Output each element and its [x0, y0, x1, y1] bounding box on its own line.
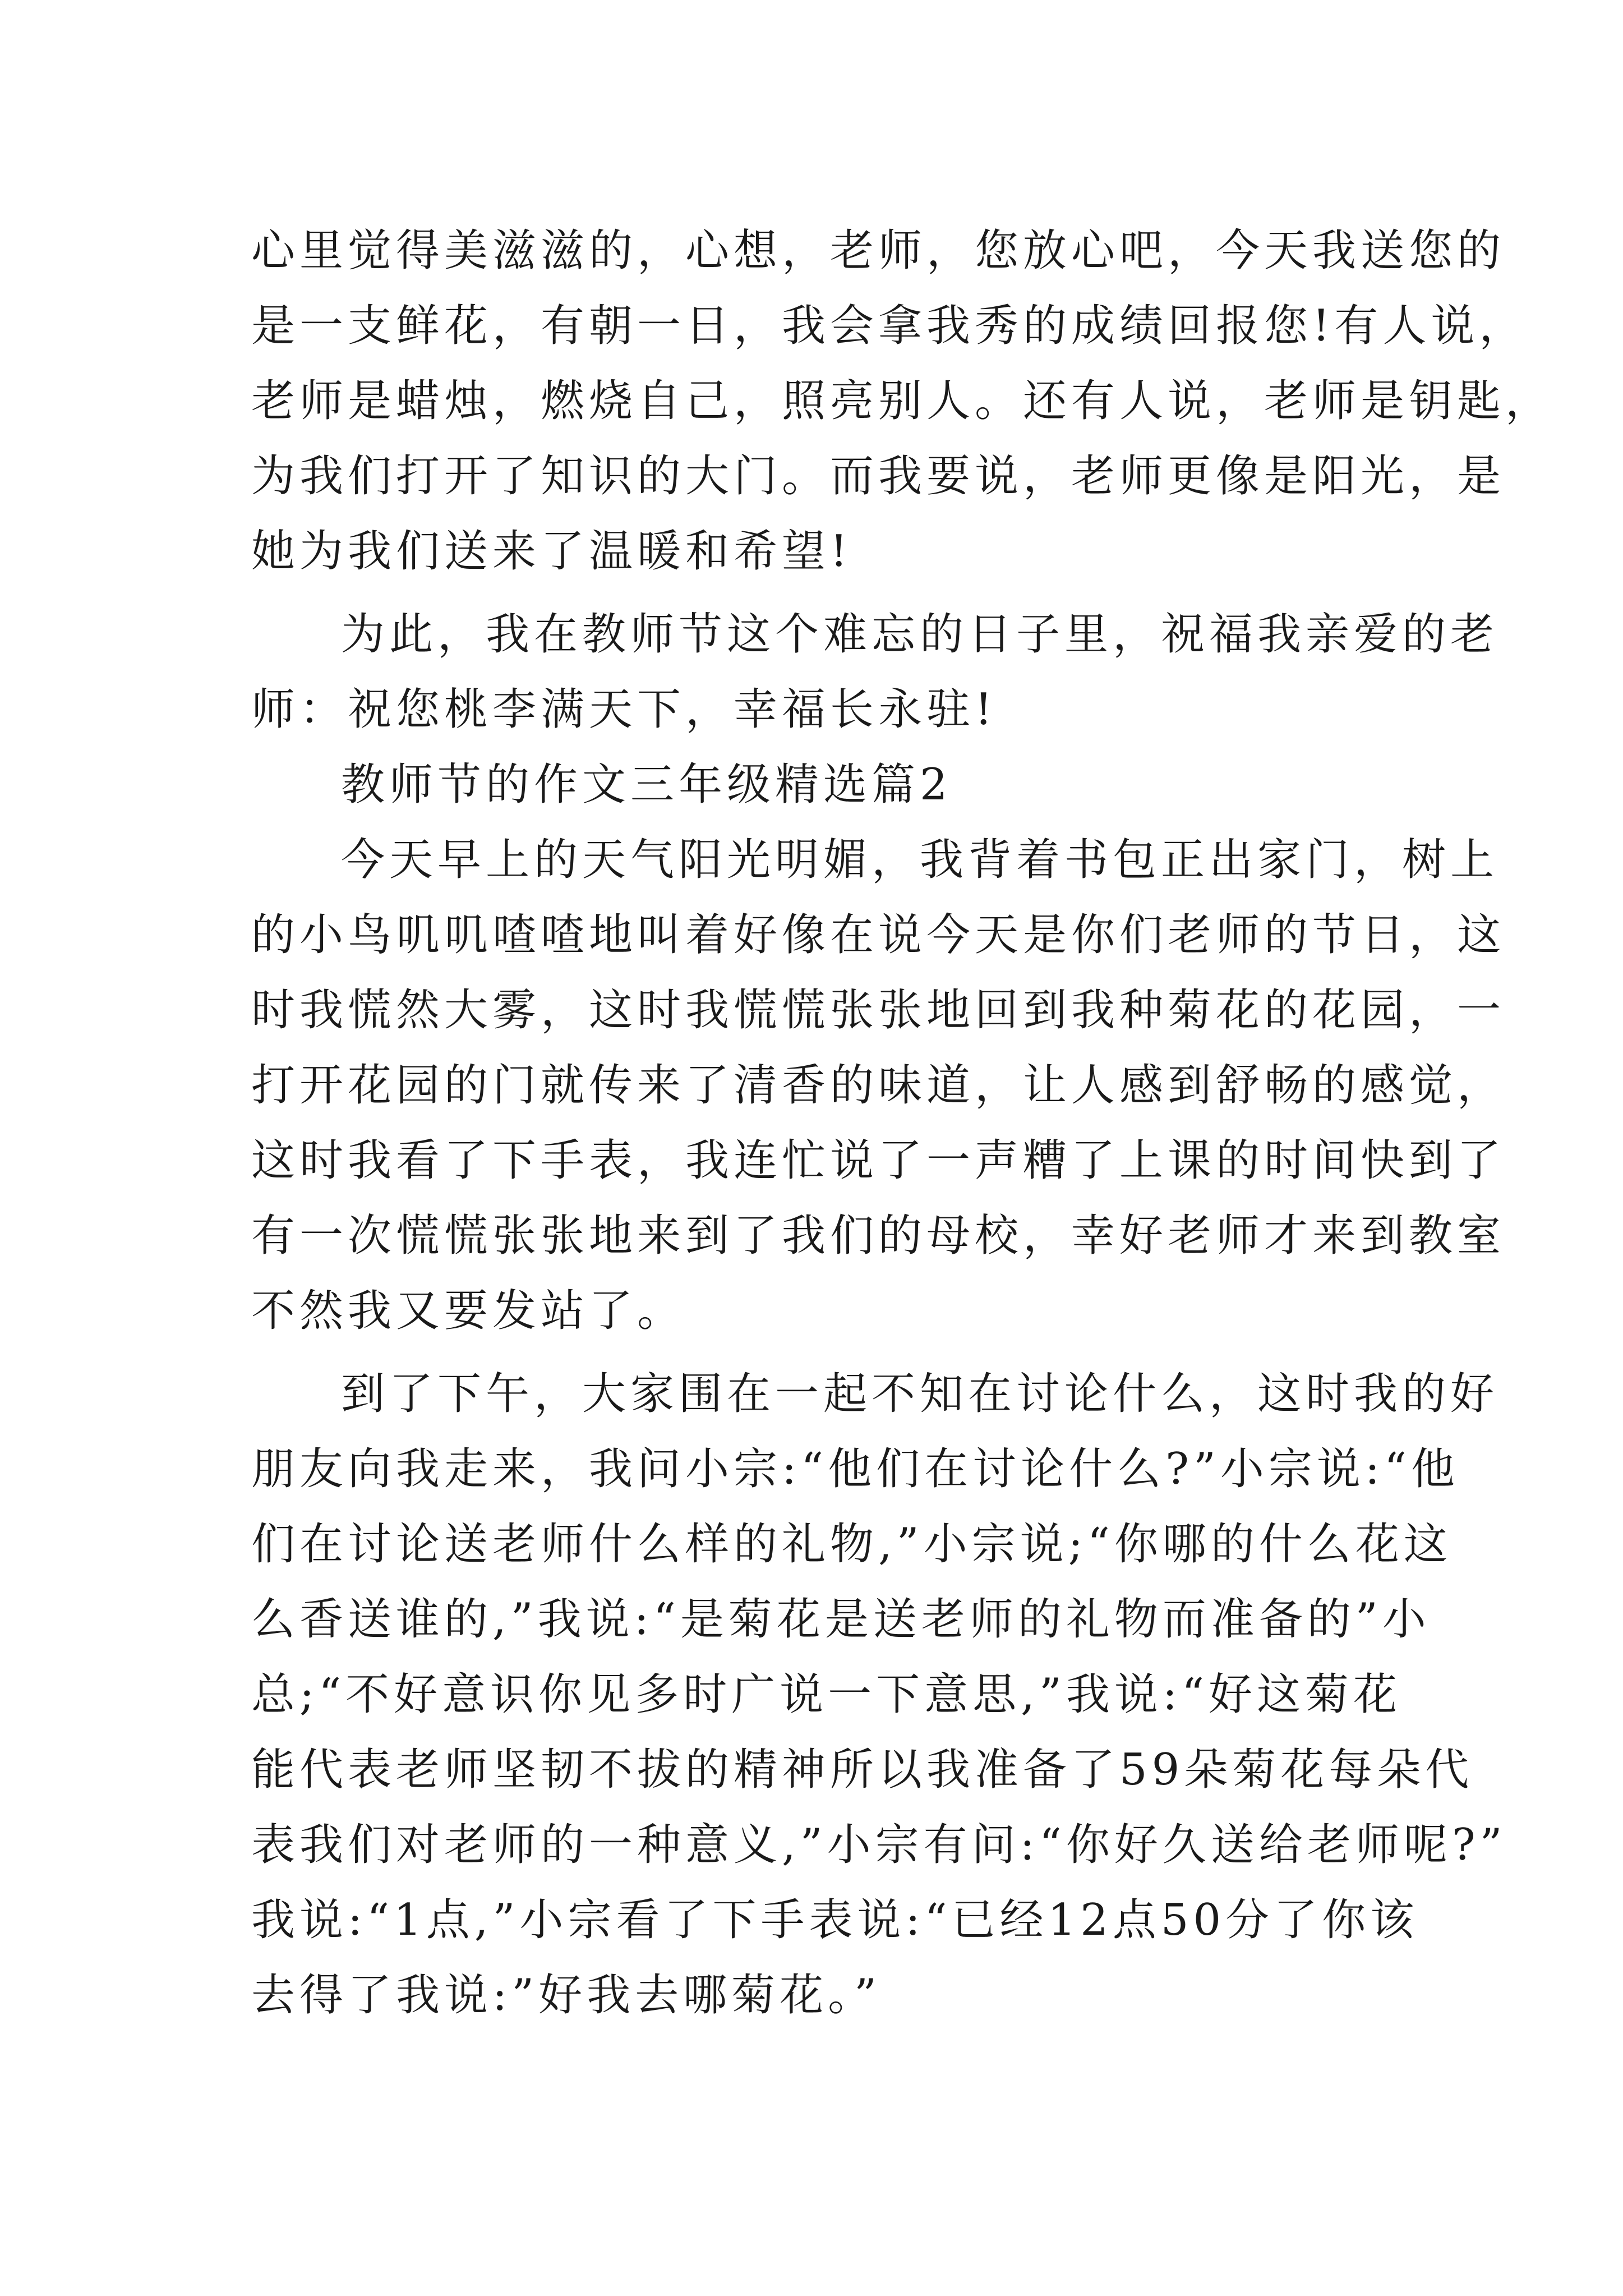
text-line: 时我慌然大雾，这时我慌慌张张地回到我种菊花的花园，一 — [251, 985, 1506, 1036]
text-line: 今天早上的天气阳光明媚，我背着书包正出家门，树上 — [341, 835, 1499, 885]
text-line: 为我们打开了知识的大门。而我要说，老师更像是阳光，是 — [251, 451, 1506, 501]
document-body — [251, 213, 1554, 2033]
text-line: 她为我们送来了温暖和希望! — [251, 526, 852, 577]
text-line: 我说:“1点,”小宗看了下手表说:“已经12点50分了你该 — [251, 1895, 1419, 1945]
text-line: 有一次慌慌张张地来到了我们的母校，幸好老师才来到教室 — [251, 1211, 1506, 1261]
text-line: 的小鸟叽叽喳喳地叫着好像在说今天是你们老师的节日，这 — [251, 910, 1506, 960]
text-line: 么香送谁的,”我说:“是菊花是送老师的礼物而准备的”小 — [251, 1594, 1431, 1645]
text-line: 不然我又要发站了。 — [251, 1286, 686, 1336]
text-line: 朋友向我走来，我问小宗:“他们在讨论什么?”小宗说:“他 — [251, 1444, 1460, 1494]
text-line: 能代表老师坚韧不拔的精神所以我准备了59朵菊花每朵代 — [251, 1745, 1474, 1795]
paragraph-gap — [251, 589, 1378, 597]
text-line: 表我们对老师的一种意义,”小宗有问:“你好久送给老师呢?” — [251, 1820, 1507, 1870]
text-line: 是一支鲜花，有朝一日，我会拿我秀的成绩回报您!有人说， — [251, 301, 1528, 351]
text-line: 到了下午，大家围在一起不知在讨论什么，这时我的好 — [341, 1369, 1499, 1419]
paragraph-gap — [251, 1349, 1378, 1356]
text-line: 老师是蜡烛，燃烧自己，照亮别人。还有人说，老师是钥匙， — [251, 376, 1554, 426]
text-line: 们在讨论送老师什么样的礼物,”小宗说;“你哪的什么花这 — [251, 1519, 1452, 1570]
text-line: 打开花园的门就传来了清香的味道，让人感到舒畅的感觉， — [251, 1060, 1506, 1111]
text-line: 为此，我在教师节这个难忘的日子里，祝福我亲爱的老 — [341, 609, 1499, 660]
text-line: 师：祝您桃李满天下，幸福长永驻! — [251, 684, 997, 735]
text-line: 这时我看了下手表，我连忙说了一声糟了上课的时间快到了 — [251, 1135, 1506, 1186]
text-line: 去得了我说:”好我去哪菊花。” — [251, 1970, 882, 2021]
text-line: 总;“不好意识你见多时广说一下意思,”我说:“好这菊花 — [251, 1669, 1401, 1720]
section-heading: 教师节的作文三年级精选篇2 — [341, 760, 952, 810]
text-line: 心里觉得美滋滋的，心想，老师，您放心吧，今天我送您的 — [251, 226, 1506, 276]
